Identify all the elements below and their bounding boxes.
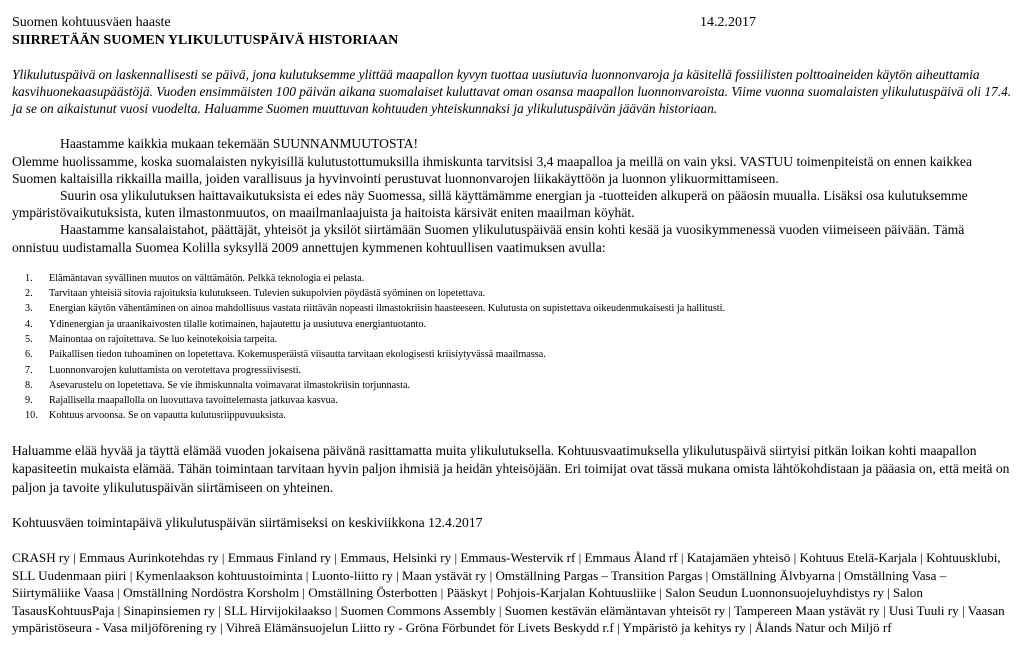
- demand-item: [12, 363, 1012, 378]
- demand-text: Kohtuus arvoonsa. Se on vapautta kulutusriippuvuuksista.: [49, 410, 286, 422]
- demand-text: Energian käytön vähentäminen on ainoa mahdollisuus vastata riittävän nopeasti ilmastokriisin haasteeseen. Kulutusta on supistettava oikeudenmukaisesti ja hallitusti.: [49, 303, 725, 315]
- body-section: [12, 135, 1012, 255]
- demand-item: [12, 378, 1012, 393]
- demand-item: [12, 301, 1012, 316]
- demand-item: [12, 408, 1012, 423]
- demand-text: Rajallisella maapallolla on luovuttava tavoittelemasta jatkuvaa kasvua.: [49, 395, 338, 407]
- demand-item: [12, 317, 1012, 332]
- demand-number: 9.: [25, 395, 33, 407]
- demand-text: Elämäntavan syvällinen muutos on välttämätön. Pelkkä teknologia ei pelasta.: [49, 272, 365, 284]
- concern-paragraph: Olemme huolissamme, koska suomalaisten nykyisillä kulutustottumuksilla ihmiskunta tarvitsisi 3,4 maapalloa ja meillä on vain yksi. VASTUU toimenpiteistä on ennen kaikkea Suomen kaltaisilla rikkailla mailla, joiden varallisuus ja hyvinvointi perustuvat luonnonvarojen liikakäyttöön ja luonnon ylikuormittamiseen.: [12, 153, 972, 186]
- document-date: 14.2.2017: [700, 15, 756, 30]
- demand-item: [12, 347, 1012, 362]
- demands-list: [12, 271, 1012, 424]
- demand-item: [12, 271, 1012, 286]
- demand-number: 2.: [25, 288, 33, 300]
- demand-text: Ydinenergian ja uraanikaivosten tilalle kotimainen, hajautettu ja uusiutuva energiantuotanto.: [49, 318, 427, 330]
- demand-number: 3.: [25, 303, 33, 315]
- demand-number: 10.: [25, 410, 38, 422]
- call-paragraph: Haastamme kansalaistahot, päättäjät, yhteisöt ja yksilöt siirtämään Suomen ylikulutuspäivää ensin kohti kesää ja vuosikymmenessä vuoden viimeiseen päivään. Tämä onnistuu uudistamalla Suomea Kolilla syksyllä 2009 annettujen kymmenen kohtuullisen vaatimuksen avulla:: [12, 222, 965, 255]
- document-header: [12, 14, 1012, 32]
- demand-number: 8.: [25, 379, 33, 391]
- demand-item: [12, 286, 1012, 301]
- demand-number: 5.: [25, 334, 33, 345]
- demand-item: [12, 332, 1012, 347]
- demand-number: 6.: [25, 349, 33, 361]
- document-title: SIIRRETÄÄN SUOMEN YLIKULUTUSPÄIVÄ HISTORIAAN: [12, 33, 399, 48]
- demand-number: 4.: [25, 318, 33, 330]
- impacts-paragraph: Suurin osa ylikulutuksen haittavaikutuksista ei edes näy Suomessa, sillä käyttämämme energian ja -tuotteiden alkuperä on pääosin muualla. Lisäksi osa kulutuksemme ympäristövaikutuksista, kuten ilmastonmuutos, on maailmanlaajuista ja haitoista kärsivät eniten maailman köyhät.: [12, 188, 968, 221]
- closing-paragraph: Haluamme elää hyvää ja täyttä elämää vuoden jokaisena päivänä rasittamatta muita ylikulutuksella. Kohtuusvaatimuksella ylikulutuspäivä siirtyisi pitkän loikan kohti maapallon kapasiteetin mukaista elämää. Tähän toimintaan tarvitaan hyvin paljon ihmisiä ja heidän yhteisöjään. Eri toimijat ovat tässä mukana omista lähtökohdistaan ja pääasia on, että meitä on paljon ja tavoite ylikulutuspäivän siirtämiseen on yhteinen.: [12, 442, 1010, 495]
- signatory-organizations: CRASH ry | Emmaus Aurinkotehdas ry | Emmaus Finland ry | Emmaus, Helsinki ry | Emmaus-Westervik rf | Emmaus Åland rf | Katajamäen yhteisö | Kohtuus Etelä-Karjala | Kohtuusklubi, SLL Uudenmaan piiri | Kymenlaakson kohtuustoiminta | Luonto-liitto ry | Maan ystävät ry | Omställning Pargas – Transition Pargas | Omställning Älvbyarna | Omställning Vasa – Siirtymäliike Vaasa | Omställning Nordöstra Korsholm | Omställning Österbotten | Pääskyt | Pohjois-Karjalan Kohtuusliike | Salon Seudun Luonnonsuojeluyhdistys ry | Salon TasausKohtuusPaja | Sinapinsiemen ry | SLL Hirvijokilaakso | Suomen Commons Assembly | Suomen kestävän elämäntavan yhteisöt ry | Tampereen Maan ystävät ry | Uusi Tuuli ry | Vaasan ympäristöseura - Vasa miljöförening ry | Vihreä Elämänsuojelun Liitto ry - Gröna Förbundet för Livets Beskydd r.f | Ympäristö ja kehitys ry | Ålands Natur och Miljö rf: [12, 550, 1005, 635]
- action-day-line: Kohtuusväen toimintapäivä ylikulutuspäivän siirtämiseksi on keskiviikkona 12.4.2017: [12, 515, 483, 531]
- demand-text: Asevarustelu on lopetettava. Se vie ihmiskunnalta voimavarat ilmastokriisin torjunnasta.: [49, 379, 411, 391]
- demand-item: [12, 393, 1012, 408]
- intro-paragraph: Ylikulutuspäivä on laskennallisesti se päivä, jona kulutuksemme ylittää maapallon kyvyn tuottaa uusiutuvia luonnonvaroja ja käsitellä fossiilisten polttoaineiden käytön aiheuttamia kasvihuonekaasupäästöjä. Vuoden ensimmäisten 100 päivän aikana suomalaiset kuluttavat oman osansa maapallon luonnonvaroista. Viime vuonna suomalaisten ylikulutuspäivä oli 17.4. ja se on aikaistunut vuosi vuodelta. Haluamme Suomen muuttuvan kohtuuden yhteiskunnaksi ja ylikulutuspäivän jäävän historiaan.: [12, 67, 1012, 116]
- demand-text: Mainontaa on rajoitettava. Se luo keinotekoisia tarpeita.: [49, 334, 278, 345]
- demand-text: Paikallisen tiedon tuhoaminen on lopetettava. Kokemusperäistä viisautta tarvitaan ekologisesti kriisiytyvässä maailmassa.: [49, 349, 546, 361]
- demand-text: Tarvitaan yhteisiä sitovia rajoituksia kulutukseen. Tulevien sukupolvien pöydästä syöminen on lopetettava.: [49, 288, 486, 300]
- organizer-line: Suomen kohtuusväen haaste: [12, 15, 171, 30]
- document-page: [12, 14, 1012, 636]
- challenge-paragraph: Haastamme kaikkia mukaan tekemään SUUNNANMUUTOSTA!: [60, 136, 419, 152]
- demand-number: 1.: [25, 272, 33, 284]
- demand-number: 7.: [25, 364, 33, 376]
- demand-text: Luonnonvarojen kuluttamista on verotettava progressiivisesti.: [49, 364, 302, 376]
